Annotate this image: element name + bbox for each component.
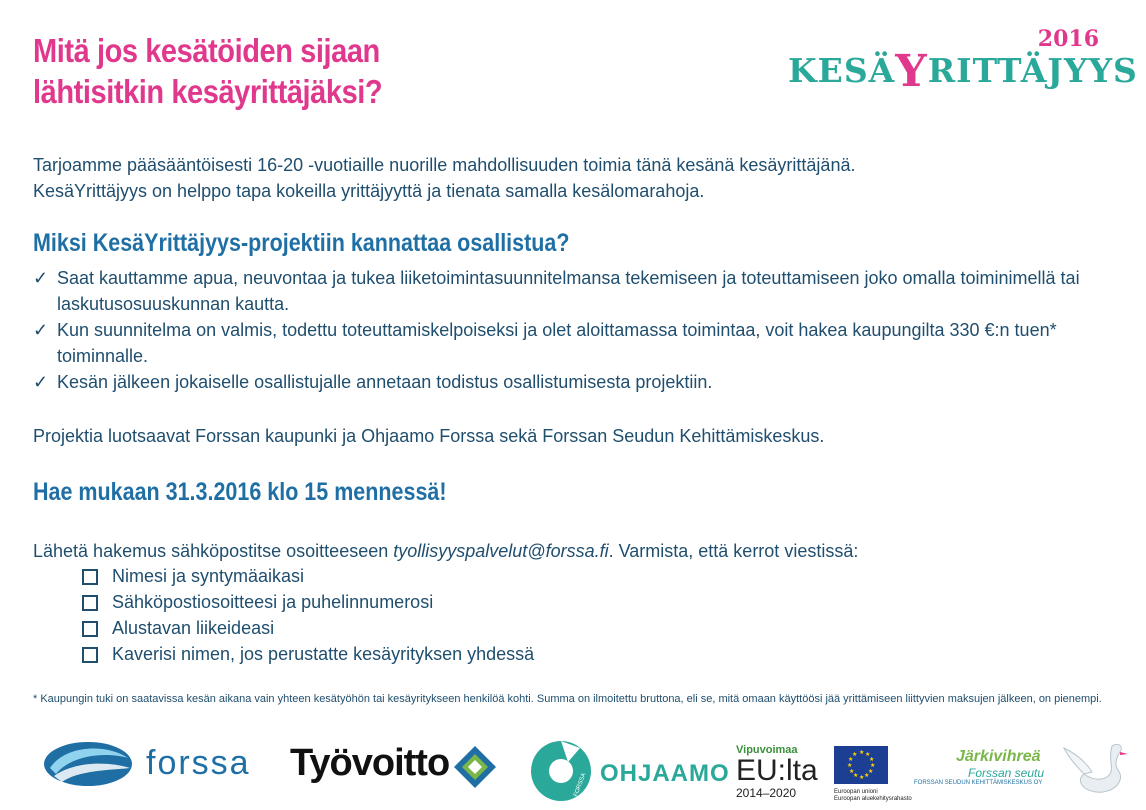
vipuvoimaa-years: 2014–2020	[736, 786, 797, 800]
brand-word-suffix: RITTÄJYYS	[927, 51, 1138, 90]
eu-caption-line2: Euroopan aluekehitysrahasto	[834, 796, 912, 802]
partners-paragraph: Projektia luotsaavat Forssan kaupunki ja Ohjaamo Forssa sekä Forssan Seudun Kehittämiskeskus.	[33, 426, 825, 446]
svg-text:★: ★	[847, 762, 853, 769]
benefit-text: Kun suunnitelma on valmis, todettu toteuttamiskelpoiseksi ja olet aloittamassa toimintaa, voit hakea kaupungilta 330 €:n tuen* toiminnalle.	[57, 320, 1057, 366]
requirement-text: Nimesi ja syntymäaikasi	[112, 566, 305, 586]
page-title-line1: Mitä jos kesätöiden sijaan	[33, 32, 380, 69]
benefit-text: Saat kauttamme apua, neuvontaa ja tukea liiketoimintasuunnitelmansa tekemiseen ja toteuttamiseen joko omalla toiminimellä tai laskutusosuuskunnan kautta.	[57, 268, 1080, 314]
checkmark-icon: ✓	[33, 268, 49, 288]
checkbox-icon	[82, 569, 98, 585]
svg-text:★: ★	[864, 772, 870, 779]
jarkivihrea-caption: FORSSAN SEUDUN KEHITTÄMISKESKUS OY	[914, 780, 1043, 786]
svg-text:★: ★	[865, 751, 871, 758]
intro-line2: KesäYrittäjyys on helppo tapa kokeilla yrittäjyyttä ja tienata samalla kesälomarahoja.	[33, 181, 705, 201]
page-title	[33, 30, 382, 112]
svg-text:★: ★	[870, 762, 876, 769]
forssa-wordmark: forssa	[146, 744, 251, 782]
intro-paragraph	[33, 152, 855, 204]
list-item	[33, 265, 1113, 317]
checkbox-icon	[82, 595, 98, 611]
page-title-line2: lähtisitkin kesäyrittäjäksi?	[33, 73, 383, 110]
checkbox-icon	[82, 647, 98, 663]
list-item	[82, 641, 534, 667]
forssa-swirl-icon	[42, 740, 134, 788]
list-item	[33, 369, 1113, 395]
apply-suffix: . Varmista, että kerrot viestissä:	[608, 541, 859, 561]
apply-paragraph	[33, 538, 858, 564]
list-item	[82, 563, 534, 589]
jarkivihrea-title: Järkivihreä	[956, 748, 1041, 765]
why-heading: Miksi KesäYrittäjyys-projektiin kannattaa osallistua?	[33, 229, 570, 257]
ohjaamo-small-text: FORSSA	[573, 772, 588, 798]
checkmark-icon: ✓	[33, 372, 49, 392]
footnote: * Kaupungin tuki on saatavissa kesän aikana vain yhteen kesätyöhön tai kesäyritykseen henkilöä kohti. Summa on ilmoitettu bruttona, eli se, mitä omaan käyttöösi jää yrittämiseen liittyvien maksujen jälkeen, on pienempi.	[33, 693, 1102, 705]
list-item	[33, 317, 1113, 369]
tyovoitto-wordmark: Työvoitto	[290, 742, 450, 784]
vipuvoimaa-eu: EU:lta	[736, 754, 818, 787]
svg-text:★: ★	[859, 749, 865, 756]
vipuvoimaa-title: Vipuvoimaa	[736, 744, 798, 756]
list-item	[82, 589, 534, 615]
checkbox-icon	[82, 621, 98, 637]
jarkivihrea-subtitle: Forssan seutu	[968, 766, 1045, 780]
brand-year: 2016	[1037, 26, 1099, 52]
requirement-text: Kaverisi nimen, jos perustatte kesäyrityksen yhdessä	[112, 644, 535, 664]
eu-logo	[834, 746, 912, 803]
deadline-heading: Hae mukaan 31.3.2016 klo 15 mennessä!	[33, 478, 447, 506]
svg-text:★: ★	[869, 756, 875, 763]
brand-word-big-letter: Y	[895, 46, 928, 97]
requirements-list	[82, 563, 534, 667]
ohjaamo-wordmark: OHJAAMO	[600, 760, 730, 787]
svg-text:★: ★	[853, 772, 859, 779]
swan-icon	[1062, 740, 1132, 800]
benefit-text: Kesän jälkeen jokaiselle osallistujalle annetaan todistus osallistumisesta projektiin.	[57, 372, 713, 392]
svg-text:★: ★	[868, 768, 874, 775]
svg-text:★: ★	[852, 751, 858, 758]
brand-word-prefix: KESÄ	[788, 51, 896, 90]
email-link[interactable]: tyollisyyspalvelut@forssa.fi	[393, 541, 609, 561]
svg-text:★: ★	[848, 756, 854, 763]
jarkivihrea-logo	[914, 748, 1074, 786]
svg-text:★: ★	[849, 768, 855, 775]
benefits-list	[33, 265, 1113, 395]
tyovoitto-logo	[290, 742, 449, 785]
eu-caption-line1: Euroopan unioni	[834, 789, 878, 795]
list-item	[82, 615, 534, 641]
svg-text:★: ★	[859, 774, 865, 781]
eu-stars-icon	[834, 746, 888, 784]
apply-prefix: Lähetä hakemus sähköpostitse osoitteeseen	[33, 541, 394, 561]
diamond-arrows-icon	[452, 744, 498, 790]
brand-wordmark	[788, 42, 1138, 97]
checkmark-icon: ✓	[33, 320, 49, 340]
kesayrittajyys-logo	[788, 26, 1138, 97]
vipuvoimaa-logo	[736, 744, 816, 800]
requirement-text: Sähköpostiosoitteesi ja puhelinnumerosi	[112, 592, 434, 612]
partner-logos	[0, 738, 1146, 808]
intro-line1: Tarjoamme pääsääntöisesti 16-20 -vuotiaille nuorille mahdollisuuden toimia tänä kesänä kesäyrittäjänä.	[33, 155, 856, 175]
ohjaamo-logo	[528, 738, 730, 809]
forssa-logo	[42, 740, 251, 793]
requirement-text: Alustavan liikeideasi	[112, 618, 275, 638]
ohjaamo-ring-icon	[528, 738, 594, 804]
